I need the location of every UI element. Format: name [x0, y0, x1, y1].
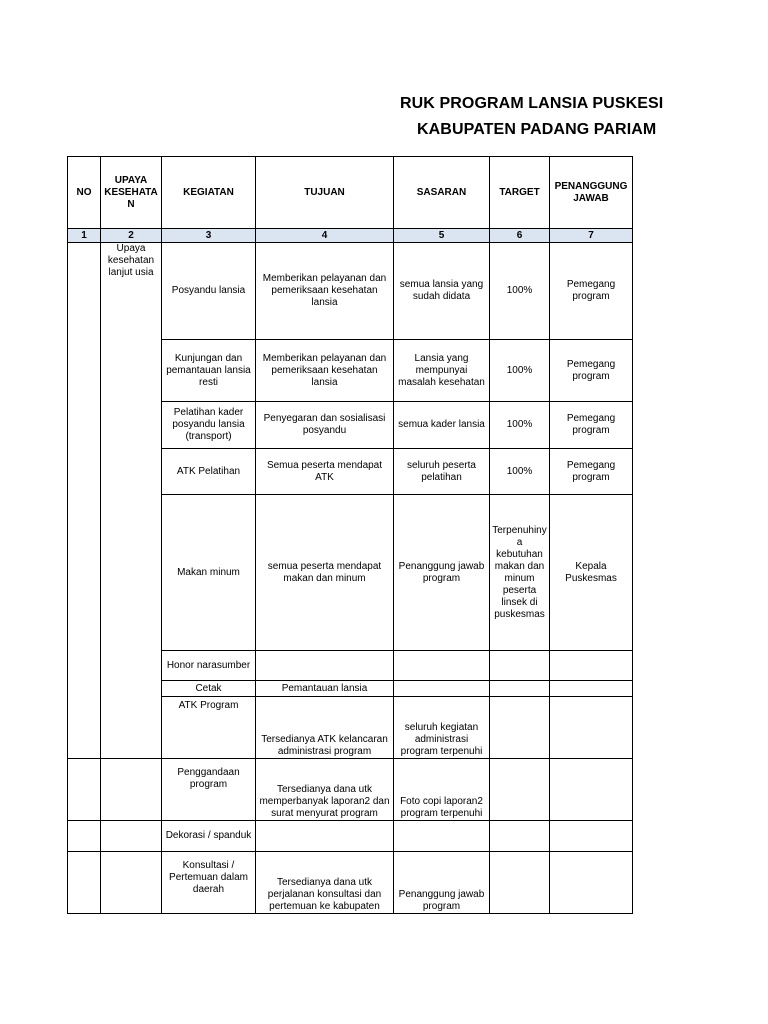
header-sasaran: SASARAN [394, 157, 490, 229]
kegiatan-cell: Cetak [162, 681, 256, 697]
target-cell [490, 697, 550, 759]
document-title: RUK PROGRAM LANSIA PUSKESI [400, 95, 664, 112]
sasaran-cell [394, 681, 490, 697]
target-cell [490, 681, 550, 697]
kegiatan-cell: Posyandu lansia [162, 243, 256, 340]
upaya-cell [101, 821, 162, 852]
pj-cell: Kepala Puskesmas [550, 495, 633, 651]
col-number: 2 [101, 229, 162, 243]
pj-cell [550, 759, 633, 821]
upaya-cell: Upaya kesehatan lanjut usia [101, 243, 162, 759]
target-cell: 100% [490, 449, 550, 495]
upaya-cell [101, 852, 162, 914]
col-number: 5 [394, 229, 490, 243]
target-cell [490, 759, 550, 821]
header-tujuan: TUJUAN [256, 157, 394, 229]
document-subtitle: KABUPATEN PADANG PARIAM [417, 121, 657, 138]
header-kegiatan: KEGIATAN [162, 157, 256, 229]
pj-cell: Pemegang program [550, 402, 633, 449]
tujuan-cell: Semua peserta mendapat ATK [256, 449, 394, 495]
col-number: 3 [162, 229, 256, 243]
sasaran-cell: seluruh kegiatan administrasi program terpenuhi [394, 697, 490, 759]
tujuan-cell: Tersedianya dana utk memperbanyak laporan2 dan surat menyurat program [256, 759, 394, 821]
pj-cell: Pemegang program [550, 243, 633, 340]
pj-cell [550, 681, 633, 697]
header-pj: PENANGGUNG JAWAB [550, 157, 633, 229]
target-cell: 100% [490, 340, 550, 402]
pj-cell [550, 852, 633, 914]
kegiatan-cell: ATK Program [162, 697, 256, 759]
no-cell [68, 759, 101, 821]
table-row [68, 759, 633, 821]
col-number: 6 [490, 229, 550, 243]
table-row [68, 821, 633, 852]
sasaran-cell: Lansia yang mempunyai masalah kesehatan [394, 340, 490, 402]
sasaran-cell: semua lansia yang sudah didata [394, 243, 490, 340]
kegiatan-cell: Konsultasi / Pertemuan dalam daerah [162, 852, 256, 914]
no-cell [68, 852, 101, 914]
tujuan-cell: Memberikan pelayanan dan pemeriksaan kesehatan lansia [256, 243, 394, 340]
sasaran-cell [394, 821, 490, 852]
target-cell [490, 852, 550, 914]
target-cell: Terpenuhinya kebutuhan makan dan minum peserta linsek di puskesmas [490, 495, 550, 651]
upaya-cell [101, 759, 162, 821]
sasaran-cell: Penanggung jawab program [394, 852, 490, 914]
sasaran-cell: seluruh peserta pelatihan [394, 449, 490, 495]
header-target: TARGET [490, 157, 550, 229]
target-cell: 100% [490, 243, 550, 340]
sasaran-cell: Foto copi laporan2 program terpenuhi [394, 759, 490, 821]
kegiatan-cell: Makan minum [162, 495, 256, 651]
pj-cell: Pemegang program [550, 340, 633, 402]
kegiatan-cell: Honor narasumber [162, 651, 256, 681]
col-number: 1 [68, 229, 101, 243]
kegiatan-cell: Dekorasi / spanduk [162, 821, 256, 852]
pj-cell [550, 821, 633, 852]
pj-cell [550, 697, 633, 759]
no-cell [68, 821, 101, 852]
tujuan-cell: Penyegaran dan sosialisasi posyandu [256, 402, 394, 449]
kegiatan-cell: Kunjungan dan pemantauan lansia resti [162, 340, 256, 402]
ruk-table [67, 156, 633, 914]
sasaran-cell: Penanggung jawab program [394, 495, 490, 651]
header-row [68, 157, 633, 229]
header-no: NO [68, 157, 101, 229]
sasaran-cell: semua kader lansia [394, 402, 490, 449]
no-cell [68, 243, 101, 759]
target-cell [490, 821, 550, 852]
column-number-row [68, 229, 633, 243]
tujuan-cell [256, 821, 394, 852]
tujuan-cell [256, 651, 394, 681]
col-number: 7 [550, 229, 633, 243]
kegiatan-cell: ATK Pelatihan [162, 449, 256, 495]
pj-cell: Pemegang program [550, 449, 633, 495]
tujuan-cell: Tersedianya dana utk perjalanan konsultasi dan pertemuan ke kabupaten [256, 852, 394, 914]
table-row [68, 852, 633, 914]
kegiatan-cell: Pelatihan kader posyandu lansia (transport) [162, 402, 256, 449]
kegiatan-cell: Penggandaan program [162, 759, 256, 821]
tujuan-cell: Memberikan pelayanan dan pemeriksaan kesehatan lansia [256, 340, 394, 402]
tujuan-cell: Pemantauan lansia [256, 681, 394, 697]
tujuan-cell: Tersedianya ATK kelancaran administrasi program [256, 697, 394, 759]
target-cell [490, 651, 550, 681]
col-number: 4 [256, 229, 394, 243]
tujuan-cell: semua peserta mendapat makan dan minum [256, 495, 394, 651]
table-row [68, 243, 633, 340]
target-cell: 100% [490, 402, 550, 449]
sasaran-cell [394, 651, 490, 681]
header-upaya: UPAYA KESEHATAN [101, 157, 162, 229]
pj-cell [550, 651, 633, 681]
